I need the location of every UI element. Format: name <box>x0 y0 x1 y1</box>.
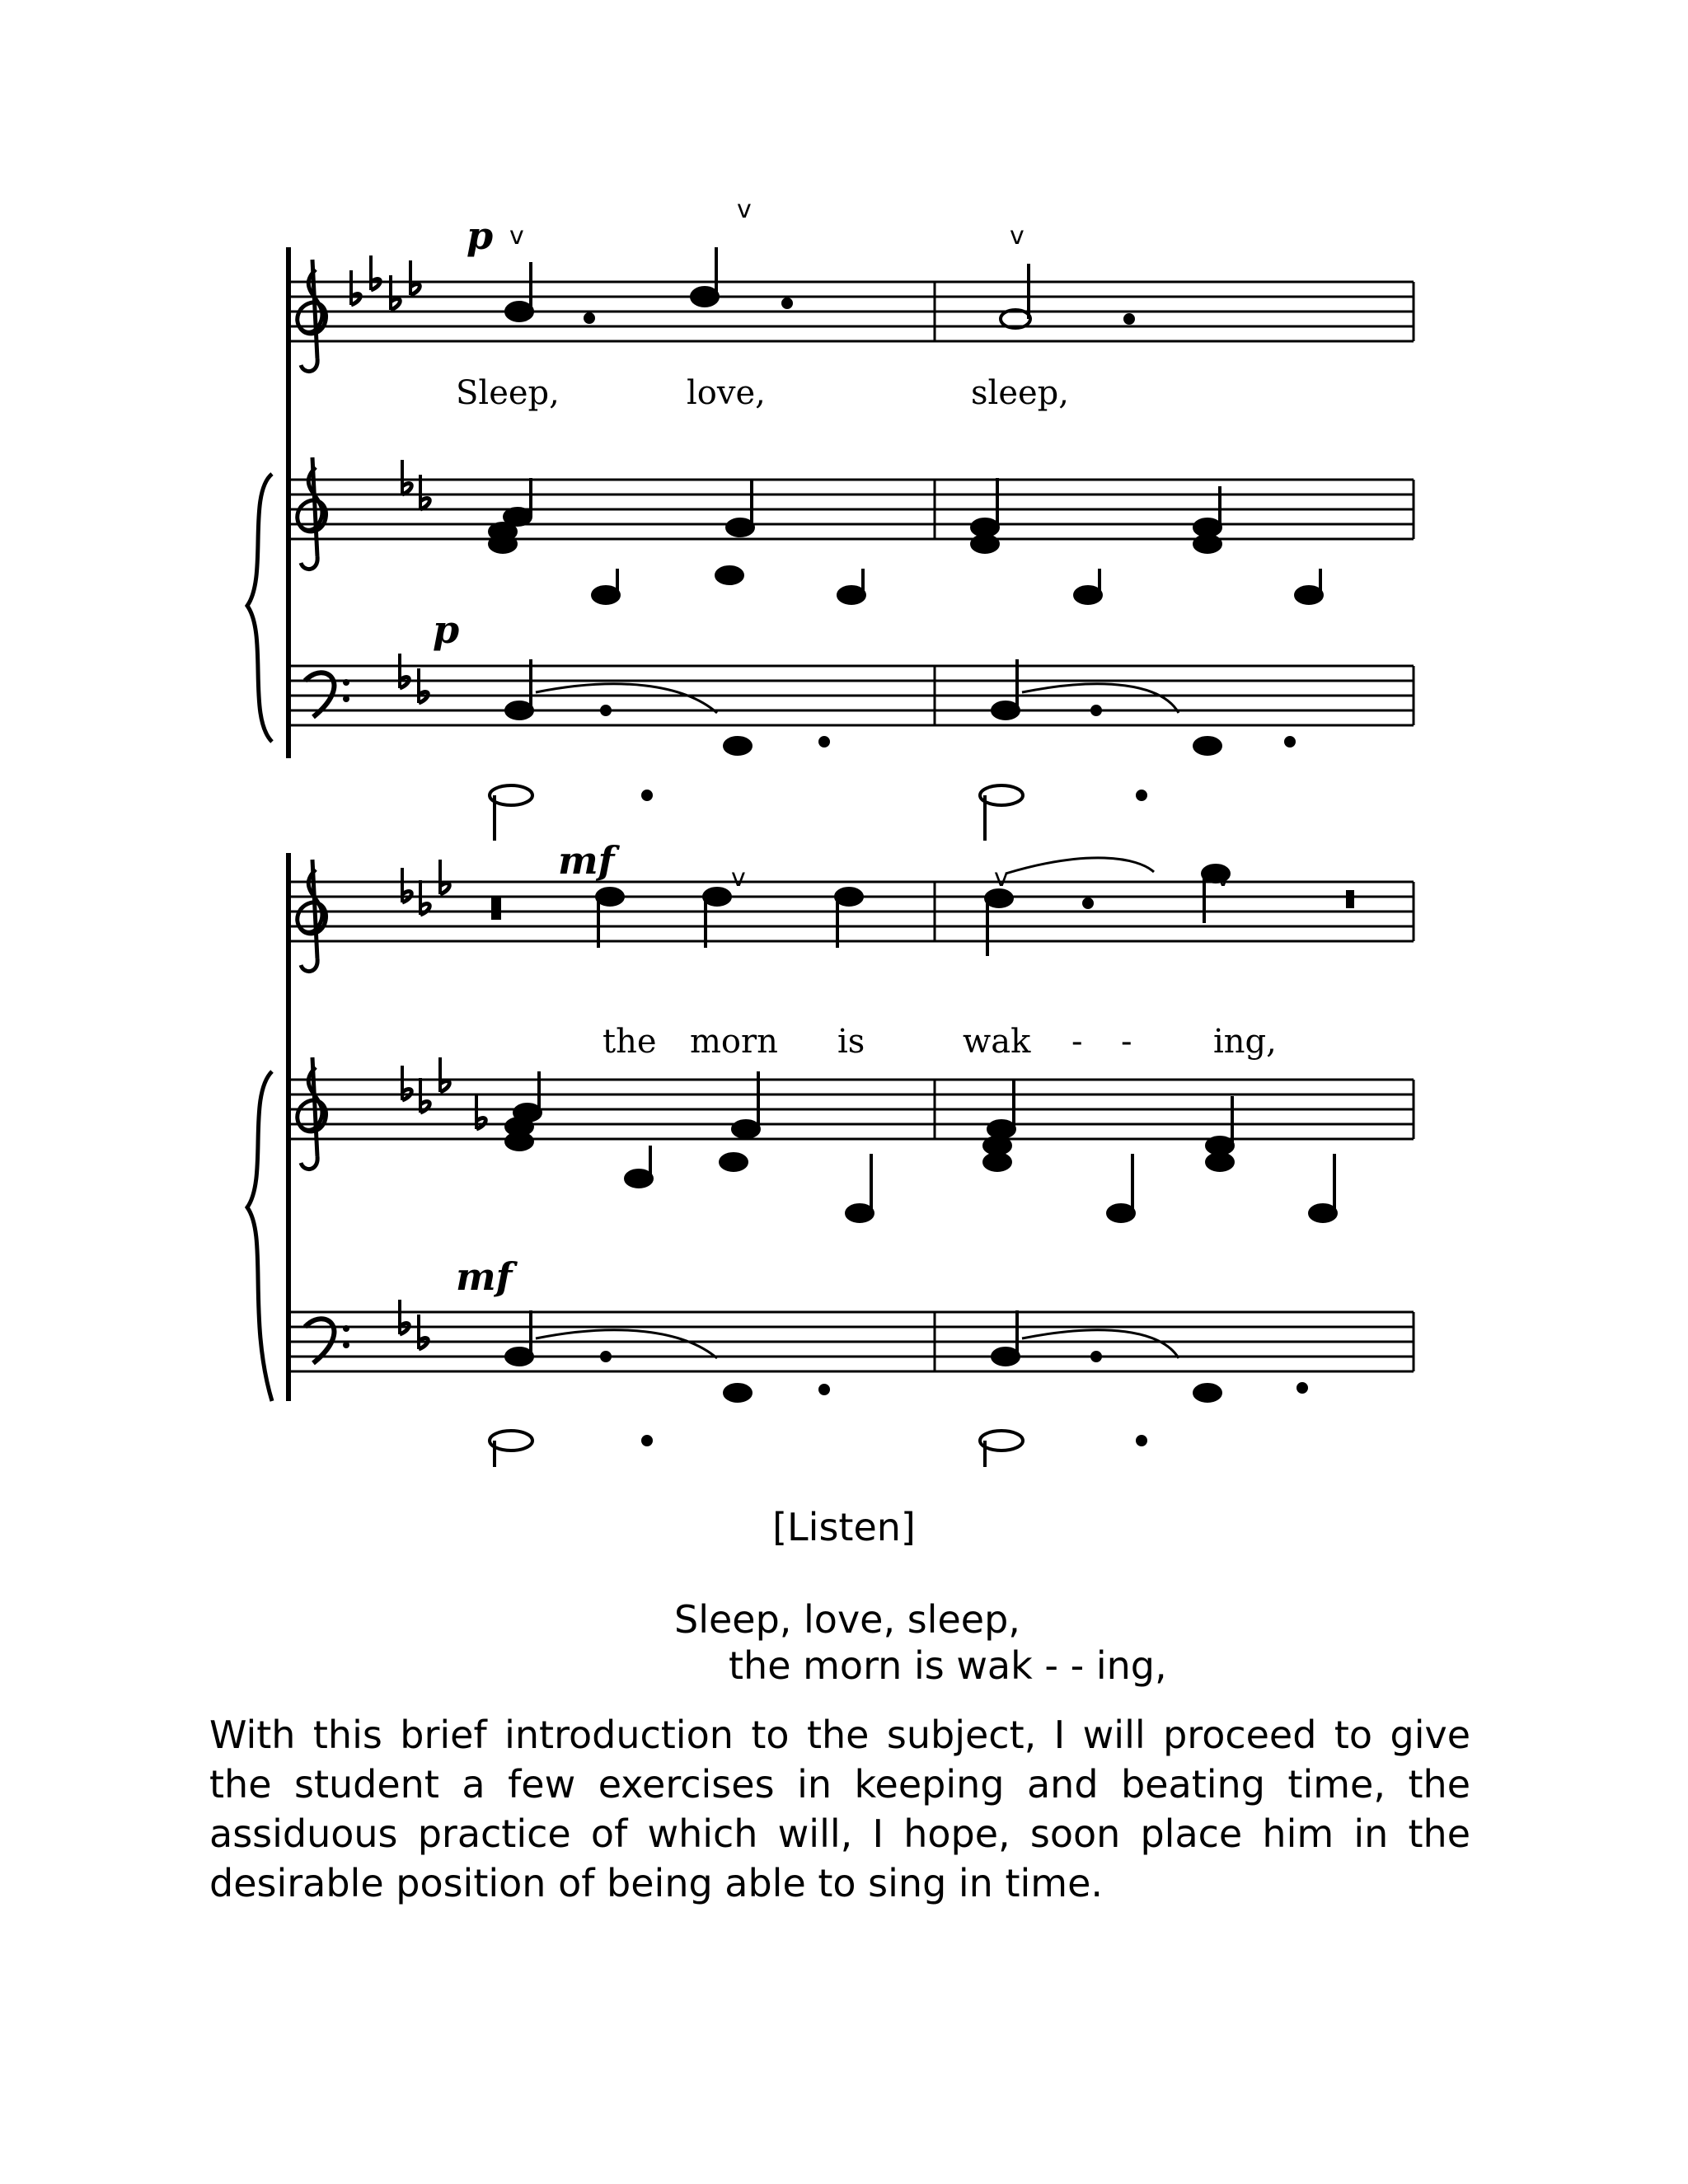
lyric-word: sleep, <box>971 374 1069 412</box>
lyric-hyphen: - <box>1121 1023 1132 1061</box>
system-1 <box>247 195 1414 841</box>
verse-line-2: the morn is wak - - ing, <box>729 1643 1167 1688</box>
accent-mark: v <box>737 195 752 224</box>
lyric-word: wak <box>963 1023 1031 1061</box>
piano-treble-staff-1 <box>288 480 1414 539</box>
piano-bass-staff-1 <box>288 666 1414 725</box>
system-2 <box>247 838 1414 1467</box>
voice-staff-1 <box>288 282 1414 341</box>
piano-treble-staff-2 <box>288 1080 1414 1139</box>
listen-link-container <box>0 1505 1688 1549</box>
lyric-word: ing, <box>1213 1023 1277 1061</box>
accent-mark: v <box>1010 222 1025 251</box>
accent-mark: v <box>731 864 746 893</box>
lyric-word: Sleep, <box>456 374 560 412</box>
lyric-word: morn <box>690 1023 778 1061</box>
lyric-word: is <box>837 1023 865 1061</box>
dynamic-piano-1: p <box>433 607 460 652</box>
accent-mark: v <box>994 864 1009 893</box>
piano-bass-staff-2 <box>288 1312 1414 1371</box>
dynamic-voice-2: mf <box>558 838 615 883</box>
lyric-hyphen: - <box>1071 1023 1083 1061</box>
dynamic-voice-1: p <box>467 213 494 258</box>
verse-line-1: Sleep, love, sleep, <box>674 1597 1020 1642</box>
dynamic-piano-2: mf <box>456 1254 513 1299</box>
lyric-word: the <box>603 1023 657 1061</box>
listen-link[interactable]: [Listen] <box>772 1505 916 1549</box>
body-paragraph: With this brief introduction to the subject, I will proceed to give the student a few exercises in keeping and beating time, the assiduous practice of which will, I hope, soon place him in the desirable position of being able to sing in time. <box>209 1713 1470 1905</box>
lyric-word: love, <box>687 374 766 412</box>
accent-mark: v <box>509 222 524 251</box>
accent-mark: v <box>1216 864 1231 893</box>
